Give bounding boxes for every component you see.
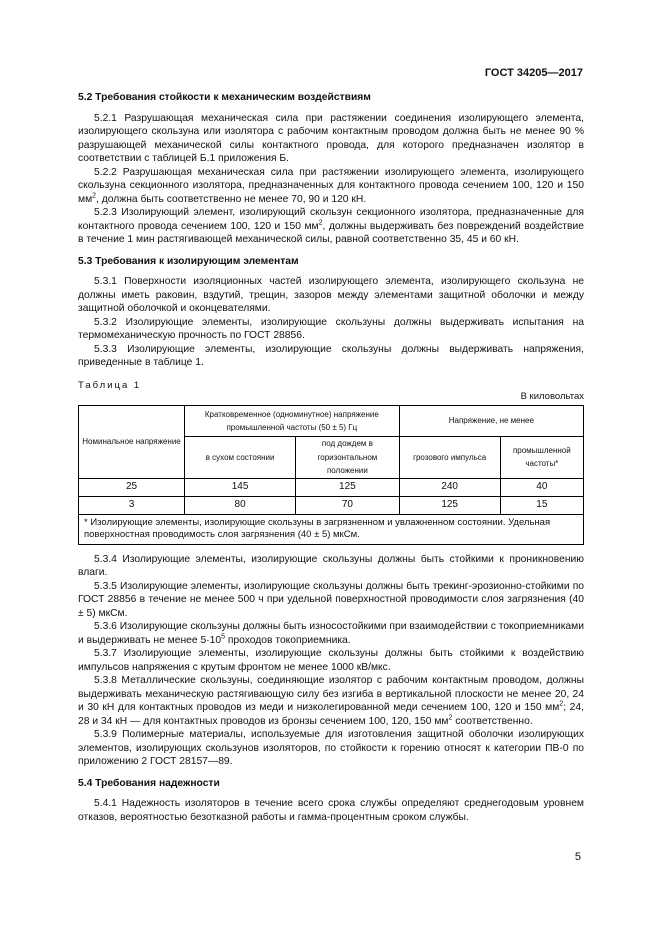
requirements-continued [78, 553, 584, 769]
section-5-4-title: 5.4 Требования надежности [78, 777, 220, 789]
paragraph-5-2-1: 5.2.1 Разрушающая механическая сила при растяжении соединения изолирующего элемента, изолирующего скользуна или изолятора с рабочим контактным проводом должна быть не менее 90 % разрушающей механической силы контактного провода, для которого предназначен изолятор в соответствии с таблицей Б.1 приложения Б. [78, 112, 584, 164]
paragraph-5-4-1: 5.4.1 Надежность изоляторов в течение всего срока службы определяют среднегодовым уровнем отказов, вероятностью безотказной работы и гамма-процентным сроком службы. [78, 798, 584, 823]
standard-header: ГОСТ 34205—2017 [484, 67, 583, 79]
header-dry: в сухом состоянии [185, 437, 296, 479]
paragraph-5-3-7: 5.3.7 Изолирующие элементы, изолирующие скользуны должны быть стойкими к воздействию импульсов напряжения с крутым фронтом не менее 1000 кВ/мкс. [78, 648, 584, 673]
cell-rain: 70 [296, 496, 400, 514]
section-5-2-title: 5.2 Требования стойкости к механическим воздействиям [78, 92, 371, 103]
header-rain: под дождем в горизонтальном положении [296, 437, 400, 479]
paragraph-5-3-9: 5.3.9 Полимерные материалы, используемые для изготовления защитной оболочки изолирующих элементов, изолирующих скользунов изоляторов, по стойкости к горению относят к категории ПВ-0 по приложению 2 ГОСТ 28157—89. [78, 729, 584, 767]
header-min-voltage: Напряжение, не менее [399, 406, 583, 437]
section-5-3-title: 5.3 Требования к изолирующим элементам [78, 255, 299, 267]
cell-impulse: 240 [399, 478, 500, 496]
paragraph-5-3-5: 5.3.5 Изолирующие элементы, изолирующие скользуны должны быть трекинг-эрозионно-стойкими по ГОСТ 28856 в течение не менее 500 ч при удельной поверхностной проводимости слоя загрязнения (40 ± 5) мкСм. [78, 580, 584, 619]
cell-dry: 145 [185, 478, 296, 496]
voltage-table [78, 405, 584, 545]
paragraph-5-3-8: 5.3.8 Металлические скользуны, соединяющие изолятор с рабочим контактным проводом, должны выдерживать механическую растягивающую силу без изгиба в вертикальной плоскости не менее 20, 24 и 30 кН для контактных проводов из меди и низколегированной меди сечением 100, 120 и 150 $мм^2$; 24, 28 и 34 кН — для контактных проводов из бронзы сечением 100, 120, 150 $мм^2$ соответственно. [78, 675, 584, 727]
paragraph-5-2-2: 5.2.2 Разрушающая механическая сила при растяжении изолирующего элемента, изолирующего скользуна секционного изолятора, предназначенных для контактного провода сечением 100, 120 и 150 $мм^2$, должна быть соответственно не менее 70, 90 и 120 кН. [78, 166, 584, 205]
table-row [79, 496, 584, 514]
cell-industrial: 15 [500, 496, 583, 514]
table-row [79, 478, 584, 496]
cell-nominal: 25 [79, 478, 185, 496]
paragraph-5-3-3: 5.3.3 Изолирующие элементы, изолирующие скользуны должны выдерживать напряжения, приведенные в таблице 1. [78, 343, 584, 368]
paragraph-5-3-1: 5.3.1 Поверхности изоляционных частей изолирующего элемента, изолирующего скользуна не должны иметь раковин, вздутий, трещин, зазоров между элементами защитной оболочки и между защитной оболочкой и оконцевателями. [78, 276, 584, 314]
cell-nominal: 3 [79, 496, 185, 514]
table-units: В киловольтах [520, 390, 584, 402]
cell-industrial: 40 [500, 478, 583, 496]
cell-dry: 80 [185, 496, 296, 514]
paragraph-5-3-6: 5.3.6 Изолирующие скользуны должны быть износостойкими при взаимодействии с токоприемниками и выдерживать не менее $5\cdot 10^5$ проходов токоприемника. [78, 621, 584, 646]
header-nominal-voltage: Номинальное напряжение [79, 406, 185, 479]
table-caption [78, 379, 584, 404]
header-impulse: грозового импульса [399, 437, 500, 479]
header-industrial: промышленной частоты* [500, 437, 583, 479]
cell-rain: 125 [296, 478, 400, 496]
header-short-term-voltage: Кратковременное (одноминутное) напряжение промышленной частоты (50 ± 5) Гц [185, 406, 400, 437]
paragraph-5-3-4: 5.3.4 Изолирующие элементы, изолирующие скользуны должны быть стойкими к проникновению влаги. [78, 553, 584, 578]
table-footnote: * Изолирующие элементы, изолирующие скользуны в загрязненном и увлажненном состоянии. Удельная поверхностная проводимость слоя загрязнения (40 ± 5) мкСм. [79, 514, 584, 544]
paragraph-5-3-2: 5.3.2 Изолирующие элементы, изолирующие скользуны должны выдерживать испытания на термомеханическую прочность по ГОСТ 28856. [78, 316, 584, 341]
table-title: Таблица 1 [78, 379, 142, 391]
cell-impulse: 125 [399, 496, 500, 514]
document-body [78, 91, 584, 824]
page-number: 5 [574, 851, 581, 863]
paragraph-5-2-3: 5.2.3 Изолирующий элемент, изолирующий скользун секционного изолятора, предназначенные для контактного провода сечением 100, 120 и 150 $мм^2$, должны выдерживать без повреждений воздействие в течение 1 мин растягивающей механической силы, равной соответственно 35, 45 и 60 кН. [78, 207, 584, 245]
